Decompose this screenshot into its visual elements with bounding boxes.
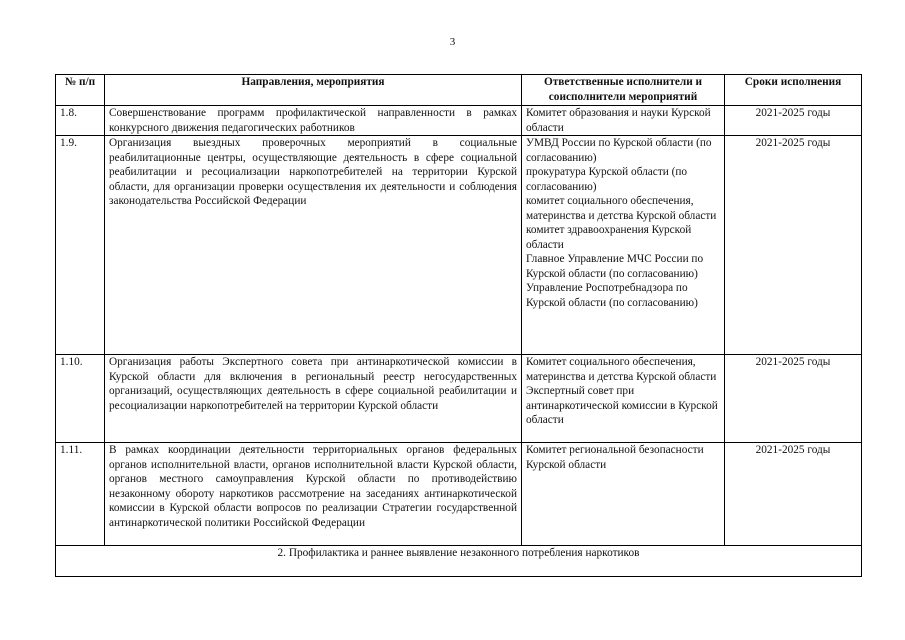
responsible-entry: прокуратура Курской области (по согласованию) (526, 166, 688, 193)
row-deadline: 2021-2025 годы (725, 106, 862, 136)
table-header-row (56, 75, 862, 106)
responsible-entry: Главное Управление МЧС России по Курской области (по согласованию) (526, 253, 704, 280)
table-row (56, 443, 862, 546)
page-number: 3 (449, 36, 456, 48)
responsible-entry: УМВД России по Курской области (по согласованию) (526, 137, 712, 164)
row-direction: Совершенствование программ профилактической направленности в рамках конкурсного движения педагогических работников (105, 106, 522, 136)
row-number: 1.9. (56, 136, 105, 355)
row-deadline: 2021-2025 годы (725, 136, 862, 355)
row-number: 1.11. (56, 443, 105, 546)
responsible-entry: Комитет социального обеспечения, материнства и детства Курской области (526, 356, 717, 383)
responsible-entry: Комитет региональной безопасности Курской области (526, 444, 704, 471)
row-deadline: 2021-2025 годы (725, 443, 862, 546)
row-responsible (522, 443, 725, 546)
header-direction: Направления, мероприятия (105, 75, 522, 106)
row-direction: Организация выездных проверочных мероприятий в социальные реабилитационные центры, осуществляющие деятельность в сфере социальной реабилитации и ресоциализации наркопотребителей на территории Курской области, для организации проверки осуществления их деятельности и соблюдения законодательства Российской Федерации (105, 136, 522, 355)
responsible-entry: Экспертный совет при антинаркотической комиссии в Курской области (526, 385, 718, 426)
table-row (56, 106, 862, 136)
measures-table (55, 74, 862, 577)
header-num: № п/п (56, 75, 105, 106)
header-deadline: Сроки исполнения (725, 75, 862, 106)
responsible-entry: комитет здравоохранения Курской области (526, 224, 692, 251)
table-row (56, 136, 862, 355)
row-responsible (522, 355, 725, 443)
responsible-entry: комитет социального обеспечения, материнства и детства Курской области (526, 195, 717, 222)
row-direction: Организация работы Экспертного совета при антинаркотической комиссии в Курской области для включения в региональный реестр негосударственных организаций, осуществляющих деятельность в сфере социальной реабилитации и ресоциализации наркопотребителей на территории Курской области (105, 355, 522, 443)
row-responsible (522, 106, 725, 136)
row-responsible (522, 136, 725, 355)
row-number: 1.8. (56, 106, 105, 136)
row-direction: В рамках координации деятельности территориальных органов федеральных органов исполнительной власти, органов исполнительной власти Курской области, органов местного самоуправления Курской области по противодействию незаконному обороту наркотиков рассмотрение на заседаниях антинаркотической комиссии в Курской области вопросов по реализации Стратегии государственной антинаркотической политики Российской Федерации (105, 443, 522, 546)
section-heading-row (56, 546, 862, 577)
section-title: 2. Профилактика и раннее выявление незаконного потребления наркотиков (56, 546, 862, 577)
header-responsible: Ответственные исполнители и соисполнители мероприятий (522, 75, 725, 106)
row-number: 1.10. (56, 355, 105, 443)
responsible-entry: Комитет образования и науки Курской области (526, 107, 711, 134)
table-row (56, 355, 862, 443)
row-deadline: 2021-2025 годы (725, 355, 862, 443)
responsible-entry: Управление Роспотребнадзора по Курской области (по согласованию) (526, 282, 698, 309)
